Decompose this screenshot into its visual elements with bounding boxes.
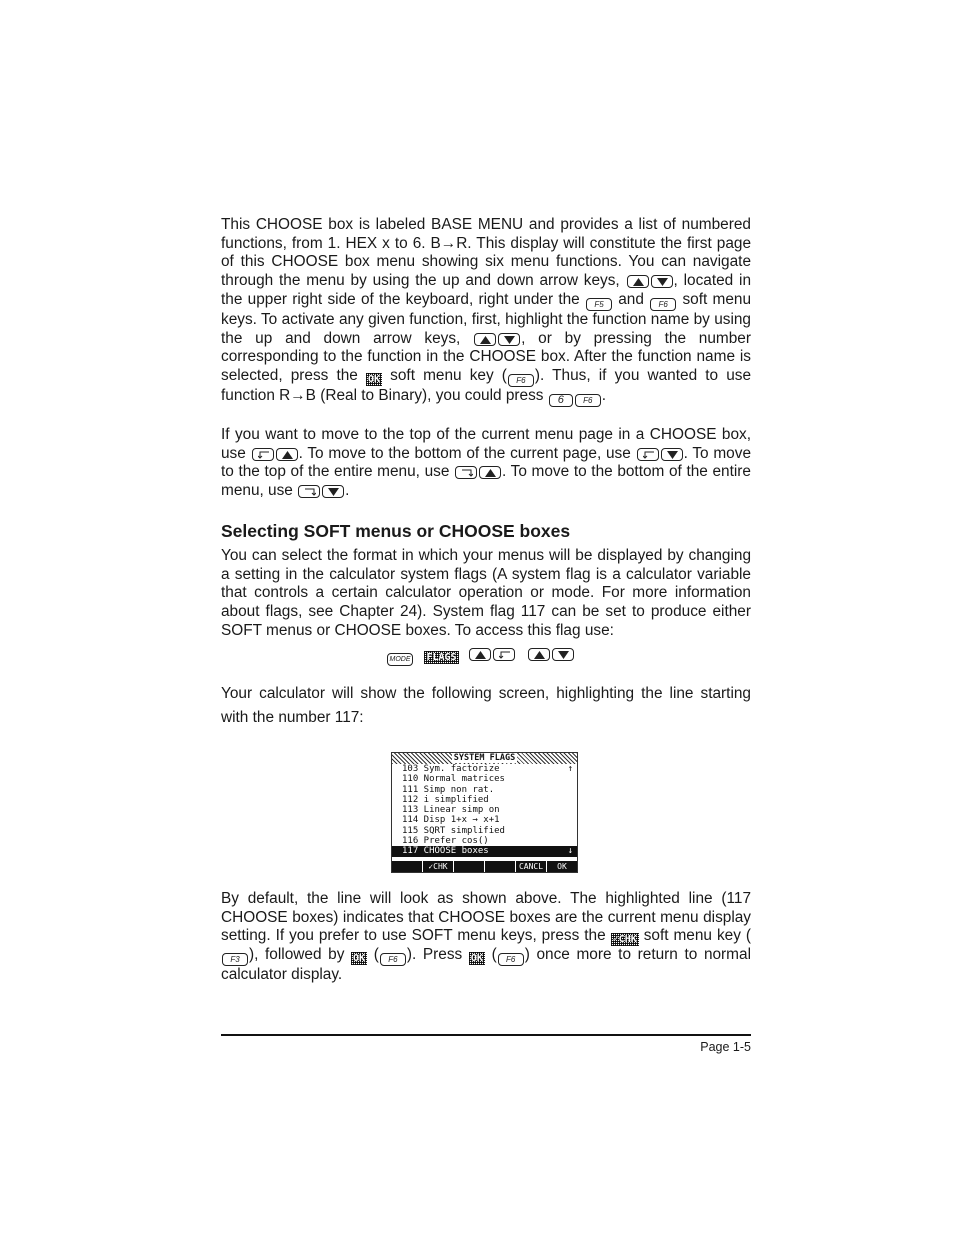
page-number: Page 1-5 (700, 1040, 751, 1054)
paragraph-screen-intro: Your calculator will show the following screen, highlighting the line starting with the number 117: (221, 685, 751, 726)
flag-row: 111 Simp non rat. (402, 784, 495, 795)
mode-key-icon: MODE (387, 653, 413, 666)
up-arrow-key-icon (276, 448, 298, 461)
flag-row: 116 Prefer cos() (402, 836, 489, 847)
up-arrow-key-icon (474, 333, 496, 346)
flag-row: 115 SQRT simplified (402, 825, 505, 836)
footer-rule (221, 1034, 751, 1036)
six-key-icon: 6 (549, 394, 573, 407)
flags-softkey-icon: FLAGS (426, 652, 457, 663)
chk-softkey-icon: ✓CHK (612, 934, 637, 946)
flag-row: 112 i simplified (402, 794, 489, 805)
keystroke-sequence (386, 645, 575, 666)
softmenu-cancel: CANCL (515, 861, 546, 872)
scroll-up-arrow-icon: ↑ (567, 764, 573, 774)
ok-softkey-icon: OK (470, 953, 483, 965)
screen-softmenu (392, 861, 577, 872)
f5-key-icon: F5 (586, 298, 612, 311)
softmenu-slot-1 (392, 861, 422, 872)
down-arrow-key-icon (498, 333, 520, 346)
ok-softkey-icon: OK (368, 373, 381, 385)
f6-key-icon: F6 (650, 298, 676, 311)
softmenu-slot-4 (484, 861, 515, 872)
right-shift-key-icon (298, 485, 320, 498)
softmenu-slot-3 (453, 861, 484, 872)
down-arrow-key-icon (322, 485, 344, 498)
paragraph-default: By default, the line will look as shown above. The highlighted line (117 CHOOSE boxes) indicates that CHOOSE boxes are the current menu display setting. If you prefer to use SOFT menu keys, press the ✓CHK soft menu key (F3 ), followed by OK ( F6 ). Press OK ( F6 ) once more to return to normal calculator display. (221, 890, 751, 984)
left-shift-key-icon (252, 448, 274, 461)
up-arrow-key-icon (469, 648, 491, 661)
down-arrow-key-icon (651, 275, 673, 288)
calculator-screen (391, 752, 578, 873)
f6-key-icon: F6 (380, 953, 406, 966)
paragraph-base-menu: This CHOOSE box is labeled BASE MENU and provides a list of numbered functions, from 1. HEX x to 6. B→R. This display will constitute the first page of this CHOOSE box menu showing six menu functions. You can navigate through the menu by using the up and down arrow keys, , located in the upper right side of the keyboard, right under the F5 and F6 soft menu keys. To activate any given function, first, highlight the function name by using the up and down arrow keys, , or by pressing the number corresponding to the function in the CHOOSE box. After the function name is selected, press the OK soft menu key ( F6 ). Thus, if you wanted to use function R→B (Real to Binary), you could press 6 F6 . (221, 216, 752, 406)
left-shift-key-icon (493, 648, 515, 661)
softmenu-ok: OK (546, 861, 577, 872)
down-arrow-key-icon (552, 648, 574, 661)
flag-row: 114 Disp 1+x → x+1 (402, 815, 500, 826)
f6-key-icon: F6 (508, 374, 534, 387)
section-heading: Selecting SOFT menus or CHOOSE boxes (221, 521, 571, 541)
flag-row: 110 Normal matrices (402, 774, 505, 785)
up-arrow-key-icon (528, 648, 550, 661)
right-shift-key-icon (455, 466, 477, 479)
f3-key-icon: F3 (222, 953, 248, 966)
paragraph-system-flags: You can select the format in which your menus will be displayed by changing a setting in the calculator system flags (A system flag is a calculator variable that controls a certain calculator operation or mode. For more information about flags, see Chapter 24). System flag 117 can be set to produce either SOFT menus or CHOOSE boxes. To access this flag use: (221, 547, 751, 639)
scroll-down-arrow-icon: ↓ (567, 846, 573, 857)
f6-key-icon: F6 (575, 394, 601, 407)
flag-row: 113 Linear simp on (402, 805, 500, 816)
flag-row: 103 Sym. factorize ↑ (402, 764, 573, 774)
left-shift-key-icon (637, 448, 659, 461)
paragraph-navigation: If you want to move to the top of the current menu page in a CHOOSE box, use . To move to the bottom of the current page, use . To move to the top of the entire menu, use . To move to the bottom of the entire menu, use . (221, 426, 751, 500)
f6-key-icon: F6 (498, 953, 524, 966)
up-arrow-key-icon (627, 275, 649, 288)
flag-row-highlighted: 117 CHOOSE boxes ↓ (392, 846, 577, 856)
up-arrow-key-icon (479, 466, 501, 479)
softmenu-chk: ✓CHK (422, 861, 453, 872)
screen-title: SYSTEM FLAGS (392, 753, 577, 764)
down-arrow-key-icon (661, 448, 683, 461)
ok-softkey-icon: OK (353, 953, 366, 965)
